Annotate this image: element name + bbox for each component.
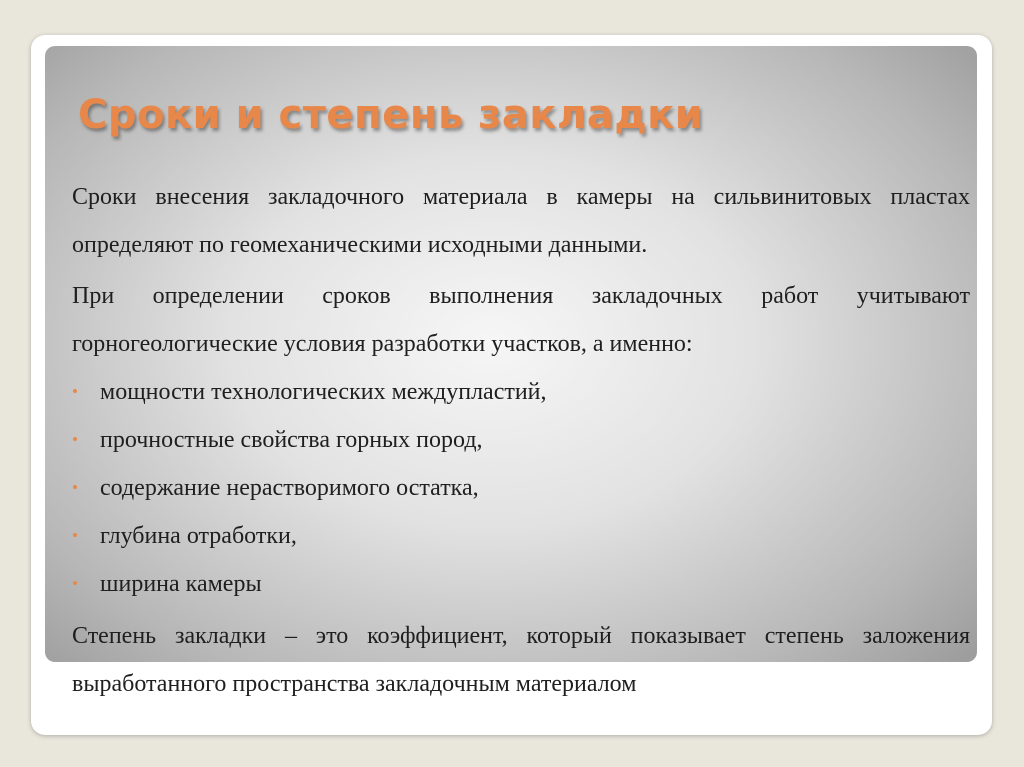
paragraph-degree: Степень закладки – это коэффициент, который показывает степень заложения выработанного пространства закладочным материалом xyxy=(72,623,970,697)
list-item-text: содержание нерастворимого остатка, xyxy=(100,475,479,501)
bullet-icon: • xyxy=(72,478,78,497)
list-item xyxy=(72,368,970,416)
list-item-text: глубина отработки, xyxy=(100,523,297,549)
slide-body xyxy=(72,173,970,708)
bullet-icon: • xyxy=(72,574,78,593)
list-item-text: мощности технологических междупластий, xyxy=(100,379,547,405)
paragraph-conditions: При определении сроков выполнения закладочных работ учитывают горногеологические условия разработки участков, а именно: xyxy=(72,283,970,357)
bullet-icon: • xyxy=(72,430,78,449)
list-item-text: прочностные свойства горных пород, xyxy=(100,427,483,453)
conditions-list xyxy=(72,368,970,608)
bullet-icon: • xyxy=(72,382,78,401)
bullet-icon: • xyxy=(72,526,78,545)
list-item xyxy=(72,560,970,608)
slide-title: Сроки и степень закладки xyxy=(78,92,704,138)
list-item xyxy=(72,512,970,560)
paragraph-timing: Сроки внесения закладочного материала в камеры на сильвинитовых пластах определяют по геомеханическими исходными данными. xyxy=(72,184,970,258)
list-item xyxy=(72,416,970,464)
list-item-text: ширина камеры xyxy=(100,571,262,597)
list-item xyxy=(72,464,970,512)
